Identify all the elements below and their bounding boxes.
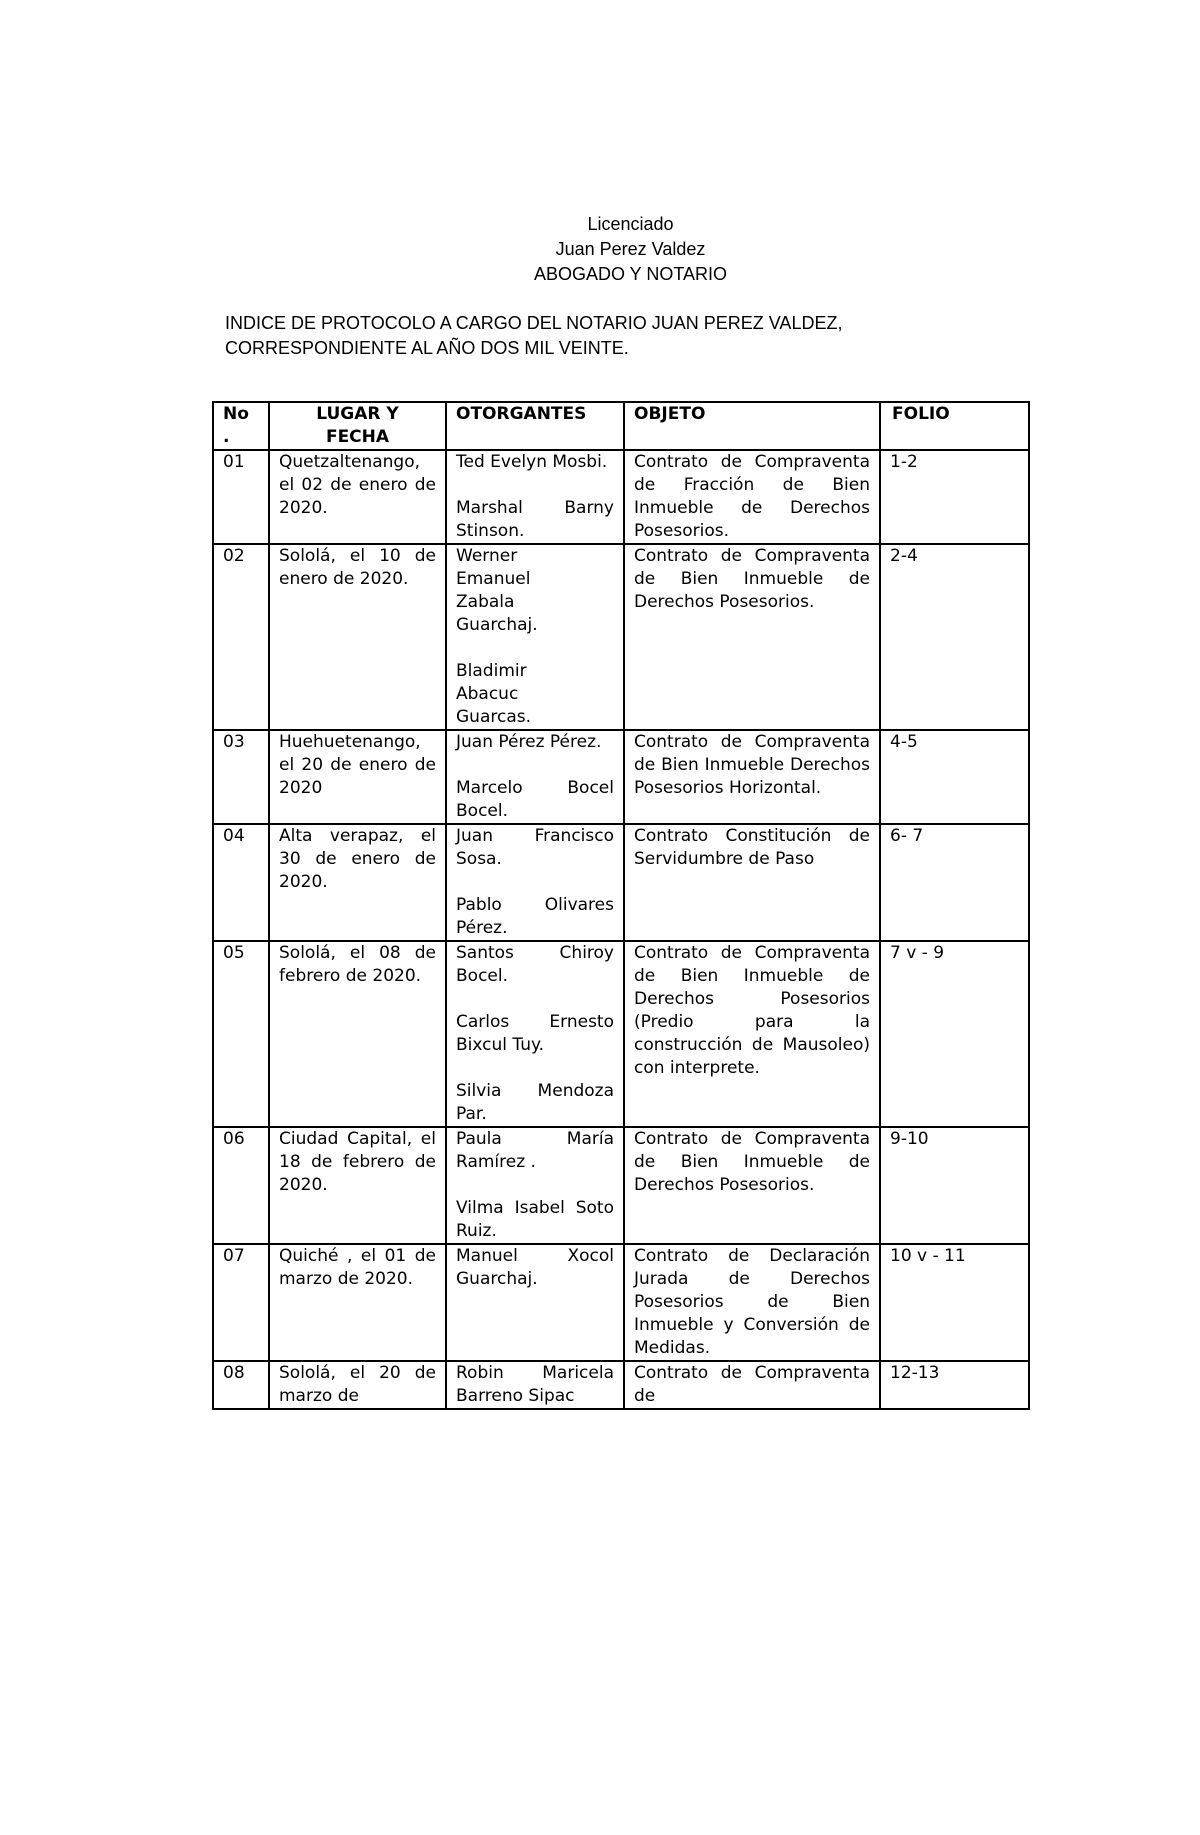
otorgante: Manuel Xocol Guarchaj. [456,1246,614,1289]
cell-objeto: Contrato de Compraventa de Fracción de Bien Inmueble de Derechos Posesorios. [624,450,880,544]
document-heading [225,311,1025,361]
otorgante: Pablo Olivares Pérez. [456,895,614,938]
heading-line-1: INDICE DE PROTOCOLO A CARGO DEL NOTARIO JUAN PEREZ VALDEZ, [225,313,843,333]
cell-objeto-text: Contrato de Compraventa de [634,1363,870,1406]
cell-lugar-fecha: Huehuetenango, el 20 de enero de 2020 [269,730,446,824]
cell-objeto: Contrato de Declaración Jurada de Derechos Posesorios de Bien Inmueble y Conversión de Medidas. [624,1244,880,1361]
otorgante: Marcelo Bocel Bocel. [456,778,614,821]
header-lugar-line-2: FECHA [325,427,390,447]
otorgante: Santos Chiroy Bocel. [456,943,614,986]
otorgante: Ted Evelyn Mosbi. [456,452,608,472]
table-header-row [213,402,1029,450]
otorgante: Werner Emanuel Zabala Guarchaj. [456,546,538,635]
otorgante: Marshal Barny Stinson. [456,498,614,541]
table-row [213,1361,1029,1409]
cell-otorgantes [446,730,624,824]
cell-folio: 7 v - 9 [880,941,1029,1127]
protocol-index-table [212,401,1030,1410]
cell-objeto: Contrato de Compraventa de Bien Inmueble de Derechos Posesorios. [624,1127,880,1244]
table-row [213,450,1029,544]
cell-lugar-text: Sololá, el 20 de marzo de [279,1363,436,1406]
cell-otorgantes [446,1244,624,1361]
cell-folio [880,1361,1029,1409]
cell-otorgantes [446,1127,624,1244]
header-objeto: OBJETO [624,402,880,450]
cell-otorgantes [446,450,624,544]
letterhead-profession: ABOGADO Y NOTARIO [533,264,728,284]
cell-folio: 4-5 [880,730,1029,824]
otorgante: Juan Francisco Sosa. [456,826,614,869]
otorgante: Bladimir Abacuc Guarcas. [456,661,532,727]
cell-no: 03 [213,730,269,824]
cell-no [213,1361,269,1409]
otorgante: Vilma Isabel Soto Ruiz. [456,1198,614,1241]
cell-lugar-fecha: Quiché , el 01 de marzo de 2020. [269,1244,446,1361]
cell-folio: 6- 7 [880,824,1029,941]
cell-objeto: Contrato de Compraventa de Bien Inmueble de Derechos Posesorios (Predio para la construcción de Mausoleo) con interprete. [624,941,880,1127]
cell-otorgantes [446,544,624,730]
letterhead-title: Licenciado [587,214,674,234]
cell-lugar-fecha: Sololá, el 08 de febrero de 2020. [269,941,446,1127]
cell-objeto: Contrato de Compraventa de Bien Inmueble de Derechos Posesorios. [624,544,880,730]
table-row [213,1127,1029,1244]
cell-otorgantes [446,941,624,1127]
header-no-line-1: No [223,404,249,424]
header-lugar-fecha [269,402,446,450]
cell-no: 06 [213,1127,269,1244]
letterhead-name: Juan Perez Valdez [555,239,706,259]
cell-objeto: Contrato de Compraventa de Bien Inmueble Derechos Posesorios Horizontal. [624,730,880,824]
table-row [213,730,1029,824]
cell-no-text: 08 [223,1363,245,1383]
table-row [213,1244,1029,1361]
otorgante: Robin Maricela Barreno Sipac [456,1363,614,1406]
header-folio: FOLIO [880,402,1029,450]
cell-folio: 1-2 [880,450,1029,544]
cell-lugar-fecha: Sololá, el 10 de enero de 2020. [269,544,446,730]
cell-folio-text: 12-13 [890,1363,940,1383]
cell-lugar-fecha: Ciudad Capital, el 18 de febrero de 2020. [269,1127,446,1244]
heading-line-2: CORRESPONDIENTE AL AÑO DOS MIL VEINTE. [225,338,629,358]
cell-folio: 9-10 [880,1127,1029,1244]
otorgante: Carlos Ernesto Bixcul Tuy. [456,1012,614,1055]
cell-no: 04 [213,824,269,941]
otorgante: Silvia Mendoza Par. [456,1081,614,1124]
cell-no: 07 [213,1244,269,1361]
cell-lugar-fecha: Quetzaltenango, el 02 de enero de 2020. [269,450,446,544]
otorgante: Juan Pérez Pérez. [456,732,602,752]
cell-otorgantes [446,824,624,941]
header-no [213,402,269,450]
otorgante: Paula María Ramírez . [456,1129,614,1172]
header-no-line-2: . [223,427,230,447]
table-row [213,824,1029,941]
table-row [213,941,1029,1127]
cell-no: 05 [213,941,269,1127]
cell-folio: 2-4 [880,544,1029,730]
cell-folio: 10 v - 11 [880,1244,1029,1361]
table-row [213,544,1029,730]
cell-no: 02 [213,544,269,730]
cell-no: 01 [213,450,269,544]
cell-objeto: Contrato Constitución de Servidumbre de Paso [624,824,880,941]
header-otorgantes: OTORGANTES [446,402,624,450]
letterhead [0,212,1200,287]
cell-lugar-fecha [269,1361,446,1409]
cell-objeto [624,1361,880,1409]
cell-otorgantes [446,1361,624,1409]
header-lugar-line-1: LUGAR Y [316,404,399,424]
cell-lugar-fecha: Alta verapaz, el 30 de enero de 2020. [269,824,446,941]
